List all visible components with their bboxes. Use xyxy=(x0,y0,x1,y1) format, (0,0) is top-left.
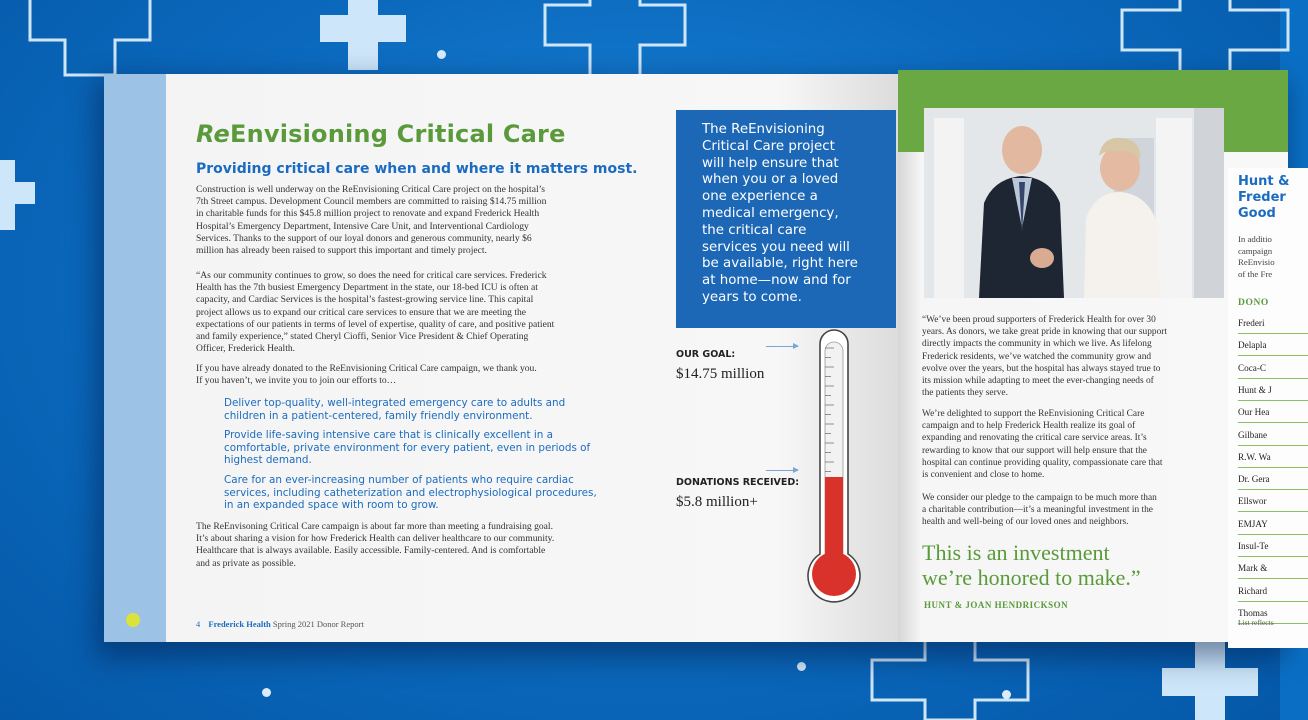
pull-quote-line: we’re honored to make.” xyxy=(922,565,1141,590)
text-line: “As our community continues to grow, so does the need for critical care services. Frederick xyxy=(196,270,547,281)
text-line: its mission while adapting to meet the ever-changing needs of xyxy=(922,376,1154,387)
sidebar-text-line: In additio xyxy=(1238,234,1272,244)
sidebar-title-line: Good xyxy=(1238,206,1276,221)
text-line: and as private as possible. xyxy=(196,557,296,569)
text-line: expanding and renovating the critical care service areas. It’s xyxy=(922,433,1147,444)
page-number: 4 xyxy=(196,619,201,629)
title-emphasis: Re xyxy=(196,120,230,148)
donor-photo-illustration xyxy=(924,108,1224,298)
sidebar-text-line: of the Fre xyxy=(1238,268,1273,279)
sidebar-text-line: ReEnvisio xyxy=(1238,257,1275,267)
text-line: If you have already donated to the ReEnvisioning Critical Care campaign, we thank you. xyxy=(196,363,537,374)
donor-item: Our Hea xyxy=(1238,407,1308,423)
text-line: a charitable contribution—it’s a meaningful investment in the xyxy=(922,505,1153,516)
cross-solid-icon xyxy=(0,160,35,230)
donor-item: Dr. Gera xyxy=(1238,474,1308,490)
donor-item: Mark & xyxy=(1238,563,1308,579)
cross-outline-icon xyxy=(540,0,690,80)
received-value: $5.8 million+ xyxy=(676,494,758,510)
text-line: and family experience,” stated Cheryl Cioffi, Senior Vice President & Chief Operating xyxy=(196,331,529,343)
goal-item xyxy=(224,429,642,467)
text-line: evolve over the years, but the hospital has always stayed true to xyxy=(922,363,1161,374)
text-line: years. As donors, we take great pride in knowing that our support xyxy=(922,327,1167,338)
text-line: health and well-being of our loved ones and neighbors. xyxy=(922,517,1129,528)
thermometer-graphic xyxy=(794,334,874,609)
text-line: capacity, and Cardiac Services is the hospital’s fastest-growing service line. This capital xyxy=(196,294,534,306)
cross-solid-icon xyxy=(318,0,408,70)
goal-item-line: highest demand. xyxy=(224,454,312,467)
decor-dot xyxy=(437,50,446,59)
donor-item: Hunt & J xyxy=(1238,385,1308,401)
donor-item: EMJAY xyxy=(1238,519,1308,535)
donor-item: Gilbane xyxy=(1238,430,1308,446)
goal-item-line: Care for an ever-increasing number of patients who require cardiac xyxy=(224,473,574,486)
goal-value: $14.75 million xyxy=(676,366,765,382)
callout-line: The ReEnvisioning xyxy=(702,122,825,137)
text-line: the patients they serve. xyxy=(922,388,1008,399)
text-line: expectations of our patients in terms of level of expertise, quality of care, and positive patient xyxy=(196,318,555,330)
text-line: We’re delighted to support the ReEnvisioning Critical Care xyxy=(922,409,1145,419)
callout-line: years to come. xyxy=(702,289,802,305)
text-line: Construction is well underway on the ReEnvisioning Critical Care project on the hospital’s xyxy=(196,184,546,195)
left-page xyxy=(104,74,898,642)
decor-dot xyxy=(797,662,806,671)
goal-item-line: comfortable, private environment for every patient, even in periods of xyxy=(224,441,591,454)
text-line: It’s about sharing a vision for how Frederick Health can deliver healthcare to our community. xyxy=(196,533,555,545)
goal-item-line: Provide life-saving intensive care that is clinically excellent in a xyxy=(224,429,553,442)
text-line: is convenient and close to home. xyxy=(922,470,1045,481)
callout-line: one experience a xyxy=(702,189,818,205)
text-line: “We’ve been proud supporters of Frederick Health for over 30 xyxy=(922,315,1156,325)
pull-quote-line: This is an investment xyxy=(922,540,1110,565)
sidebar-text xyxy=(1238,234,1275,280)
goal-item xyxy=(224,474,642,512)
goal-item-line: children in a patient-centered, family friendly environment. xyxy=(224,409,533,422)
text-line: rewarding to know that our support will help ensure that the xyxy=(922,445,1147,456)
text-line: Officer, Frederick Health. xyxy=(196,343,296,355)
donor-item: Insul-Te xyxy=(1238,541,1308,557)
title-rest: Envisioning Critical Care xyxy=(229,120,566,148)
donor-item: Richard xyxy=(1238,586,1308,602)
donor-photo xyxy=(924,108,1224,298)
page-title xyxy=(196,120,566,148)
closing-paragraph xyxy=(196,521,640,570)
callout-line: be available, right here xyxy=(702,256,858,272)
text-line: project allows us to expand our critical care services to ensure that we are meeting the xyxy=(196,306,527,318)
text-line: 7th Street campus. Development Council members are committed to raising $14.75 million xyxy=(196,196,547,208)
left-page-color-strip xyxy=(104,74,166,642)
goal-item-line: in an expanded space with room to grow. xyxy=(224,499,439,512)
callout-line: the critical care xyxy=(702,222,807,238)
donor-item: Delapla xyxy=(1238,340,1308,356)
page-subtitle: Providing critical care when and where it matters most. xyxy=(196,161,638,177)
donor-item: Thomas xyxy=(1238,608,1308,624)
text-line: Frederick residents, we’ve watched the community grow and xyxy=(922,351,1152,362)
sidebar-title-line: Hunt & xyxy=(1238,174,1290,189)
quote-paragraph xyxy=(196,270,640,355)
text-line: hospital can continue providing quality, compassionate care that xyxy=(922,457,1163,468)
page-footer xyxy=(196,619,364,629)
cross-outline-icon xyxy=(20,0,160,80)
callout-line: at home—now and for xyxy=(702,273,851,289)
footer-text: Spring 2021 Donor Report xyxy=(272,619,364,629)
callout-box xyxy=(676,110,896,328)
footer-brand: Frederick Health xyxy=(208,619,271,629)
text-line: in charitable funds for this $45.8 million project to renovate and expand Frederick Health xyxy=(196,208,540,220)
text-line: The ReEnvisoning Critical Care campaign is about far more than meeting a fundraising goal. xyxy=(196,521,553,532)
callout-line: when you or a loved xyxy=(702,172,839,188)
donor-quote-3 xyxy=(922,492,1222,529)
text-line: Health has the 7th busiest Emergency Department in the state, our 18-bed ICU is often at xyxy=(196,282,538,294)
cross-outline-icon xyxy=(1120,0,1290,80)
text-line: If you haven’t, we invite you to join our efforts to… xyxy=(196,375,397,387)
pull-quote xyxy=(922,540,1141,590)
callout-line: services you need will xyxy=(702,239,850,255)
list-note: List reflects xyxy=(1238,618,1274,627)
donors-heading: DONO xyxy=(1238,298,1269,308)
text-line: Services. Thanks to the support of our loyal donors and generous community, nearly $6 xyxy=(196,232,532,244)
right-page xyxy=(898,70,1288,642)
invite-paragraph xyxy=(196,363,640,387)
goal-item-line: Deliver top-quality, well-integrated emergency care to adults and xyxy=(224,397,566,409)
donor-item: Frederi xyxy=(1238,318,1308,334)
text-line: directly impacts the community in which we live. As lifelong xyxy=(922,339,1152,350)
decor-dot xyxy=(262,688,271,697)
text-line: Hospital’s Emergency Department, Intensive Care Unit, and Interventional Cardiology xyxy=(196,220,529,232)
text-line: We consider our pledge to the campaign to be much more than xyxy=(922,493,1157,503)
goals-list xyxy=(224,397,642,519)
text-line: campaign and to help Frederick Health realize its goal of xyxy=(922,421,1136,432)
goal-label: OUR GOAL: xyxy=(676,349,736,360)
callout-line: medical emergency, xyxy=(702,205,839,221)
donor-item: Coca-C xyxy=(1238,363,1308,379)
sidebar-text-line: campaign xyxy=(1238,245,1273,256)
callout-line: Critical Care project xyxy=(702,138,835,154)
thermometer-bulb xyxy=(812,552,856,596)
quote-signature: HUNT & JOAN HENDRICKSON xyxy=(924,600,1069,610)
callout-line: will help ensure that xyxy=(702,155,839,171)
intro-paragraph xyxy=(196,184,640,257)
sidebar-title xyxy=(1238,174,1289,222)
text-line: Healthcare that is always available. Easily accessible. Family-centered. And is comfortable xyxy=(196,545,546,557)
donor-sidebar xyxy=(1228,168,1308,648)
donor-item: R.W. Wa xyxy=(1238,452,1308,468)
received-label: DONATIONS RECEIVED: xyxy=(676,477,800,488)
donor-quote-2 xyxy=(922,408,1222,481)
decor-dot xyxy=(1002,690,1011,699)
goal-item xyxy=(224,397,642,422)
donor-quote-1 xyxy=(922,314,1222,399)
donor-item: Ellswor xyxy=(1238,496,1308,512)
yellow-dot xyxy=(126,613,140,627)
sidebar-title-line: Freder xyxy=(1238,190,1286,205)
text-line: million has already been raised to support this important and timely project. xyxy=(196,245,487,257)
goal-item-line: services, including catheterization and electrophysiological procedures, xyxy=(224,486,597,499)
